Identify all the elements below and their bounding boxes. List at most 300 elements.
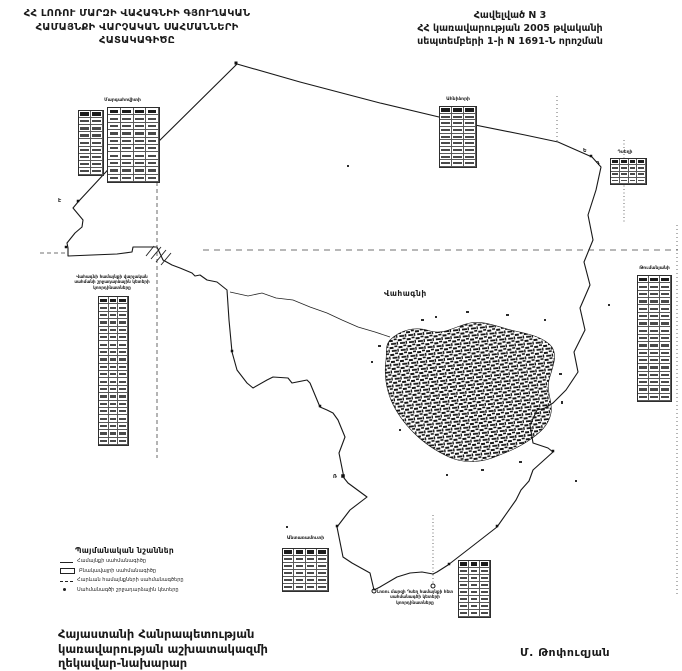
legend-item-label: Սահմանագծի շրջադարձային կետերը <box>77 586 179 593</box>
table-cell <box>118 304 128 311</box>
boundary-point-marker <box>496 525 499 528</box>
table-cell <box>91 147 103 154</box>
table-cell <box>91 168 103 175</box>
table-cell <box>452 140 464 147</box>
table-cell <box>146 123 159 130</box>
legend-item-label: Հարևան համայնքների սահմանագծերը <box>77 577 184 584</box>
table-cell <box>118 408 128 415</box>
table-cell <box>480 575 490 582</box>
table-cell <box>108 145 121 152</box>
table-cell <box>99 341 109 348</box>
table-cell <box>469 575 479 582</box>
table-cell <box>134 175 147 182</box>
table-cell <box>452 127 464 134</box>
table-cell <box>146 138 159 145</box>
table-cell <box>134 152 147 159</box>
table-cell <box>146 175 159 182</box>
table-cell <box>99 371 109 378</box>
table-cell <box>79 125 91 132</box>
table-cell <box>134 160 147 167</box>
table-cell <box>440 107 452 114</box>
boundary-point-marker <box>590 155 593 158</box>
scan-speckle <box>575 480 577 482</box>
scan-speckle <box>371 361 373 363</box>
table-cell <box>459 582 469 589</box>
table-cell <box>459 575 469 582</box>
table-cell <box>660 327 671 334</box>
table-cell <box>469 582 479 589</box>
table-cell <box>469 561 479 568</box>
table-cell <box>317 570 328 577</box>
table-cell <box>660 298 671 305</box>
table-cell <box>638 379 649 386</box>
table-cell <box>660 372 671 379</box>
table-caption: Ահնիձորի <box>446 97 470 102</box>
table-caption: Դսեղի <box>617 150 633 155</box>
table-cell <box>649 364 660 371</box>
table-cell <box>99 415 109 422</box>
coordinate-table <box>439 106 477 168</box>
legend-item <box>60 577 260 583</box>
table-cell <box>440 160 452 167</box>
table-cell <box>638 364 649 371</box>
table-cell <box>649 291 660 298</box>
table-cell <box>99 334 109 341</box>
table-cell <box>638 313 649 320</box>
table-cell <box>660 386 671 393</box>
signature-name: Մ. Թոփուզյան <box>520 646 611 659</box>
table-cell <box>91 154 103 161</box>
table-cell <box>649 372 660 379</box>
table-cell <box>638 327 649 334</box>
table-cell <box>306 577 317 584</box>
table-cell <box>649 320 660 327</box>
table-cell <box>638 320 649 327</box>
internal-boundary-line <box>230 292 390 337</box>
table-cell <box>118 364 128 371</box>
table-cell <box>118 415 128 422</box>
table-cell <box>459 610 469 617</box>
signatory-title-line: կառավարության աշխատակազմի <box>58 641 268 656</box>
table-cell <box>109 438 119 445</box>
table-cell <box>99 408 109 415</box>
table-cell <box>469 596 479 603</box>
table-cell <box>637 178 646 184</box>
scan-speckle <box>559 373 562 375</box>
table-cell <box>317 556 328 563</box>
table-cell <box>121 145 134 152</box>
table-cell <box>134 115 147 122</box>
table-cell <box>649 357 660 364</box>
table-cell <box>99 349 109 356</box>
table-cell <box>440 134 452 141</box>
table-cell <box>306 549 317 556</box>
table-cell <box>440 147 452 154</box>
table-cell <box>660 320 671 327</box>
table-cell <box>146 145 159 152</box>
table-cell <box>469 610 479 617</box>
table-cell <box>118 297 128 304</box>
table-cell <box>638 305 649 312</box>
table-cell <box>660 305 671 312</box>
legend-title: Պայմանական նշաններ <box>75 546 175 555</box>
table-cell <box>452 114 464 121</box>
boundary-point-marker <box>65 246 68 249</box>
table-cell <box>306 584 317 591</box>
boundary-point-marker <box>448 563 451 566</box>
coordinate-table <box>610 158 647 185</box>
table-cell <box>121 123 134 130</box>
table-cell <box>638 291 649 298</box>
table-cell <box>283 556 294 563</box>
table-cell <box>649 305 660 312</box>
table-cell <box>649 276 660 283</box>
table-cell <box>464 134 476 141</box>
scan-speckle <box>446 474 448 476</box>
table-cell <box>306 556 317 563</box>
table-cell <box>629 178 638 184</box>
table-cell <box>611 178 620 184</box>
table-cell <box>306 563 317 570</box>
table-cell <box>109 356 119 363</box>
table-caption: Մարգահովիտի <box>104 98 141 103</box>
table-cell <box>108 108 121 115</box>
legend-item <box>60 568 260 574</box>
table-cell <box>464 120 476 127</box>
table-cell <box>649 327 660 334</box>
table-cell <box>452 154 464 161</box>
table-cell <box>452 160 464 167</box>
table-cell <box>99 423 109 430</box>
table-cell <box>79 132 91 139</box>
table-cell <box>649 298 660 305</box>
table-cell <box>118 341 128 348</box>
table-cell <box>649 342 660 349</box>
table-cell <box>108 115 121 122</box>
legend-item <box>60 587 260 593</box>
table-cell <box>464 140 476 147</box>
table-cell <box>121 175 134 182</box>
table-cell <box>79 154 91 161</box>
table-cell <box>146 108 159 115</box>
boundary-point-marker <box>336 525 339 528</box>
table-cell <box>79 147 91 154</box>
table-cell <box>134 108 147 115</box>
table-cell <box>79 168 91 175</box>
table-cell <box>109 386 119 393</box>
table-cell <box>109 415 119 422</box>
table-cell <box>109 297 119 304</box>
table-cell <box>118 386 128 393</box>
table-cell <box>464 114 476 121</box>
table-cell <box>452 147 464 154</box>
table-cell <box>118 349 128 356</box>
table-cell <box>660 291 671 298</box>
table-cell <box>452 107 464 114</box>
table-cell <box>109 430 119 437</box>
coordinate-table <box>458 560 491 618</box>
table-cell <box>660 276 671 283</box>
table-cell <box>118 356 128 363</box>
table-cell <box>480 589 490 596</box>
legend-item-label: Բնակավայրի սահմանագիծը <box>79 567 157 574</box>
table-cell <box>464 160 476 167</box>
table-caption: Անտառամուտի <box>286 536 325 541</box>
table-cell <box>109 304 119 311</box>
table-cell <box>108 175 121 182</box>
table-cell <box>469 603 479 610</box>
settlement-area <box>385 322 554 461</box>
table-cell <box>283 584 294 591</box>
table-cell <box>99 386 109 393</box>
table-cell <box>638 276 649 283</box>
table-cell <box>660 379 671 386</box>
table-cell <box>469 589 479 596</box>
table-cell <box>99 401 109 408</box>
table-cell <box>480 561 490 568</box>
table-cell <box>660 335 671 342</box>
table-cell <box>638 298 649 305</box>
boundary-point-marker <box>77 200 80 203</box>
table-cell <box>660 364 671 371</box>
table-cell <box>118 378 128 385</box>
table-cell <box>480 596 490 603</box>
table-cell <box>459 603 469 610</box>
table-cell <box>121 167 134 174</box>
table-cell <box>79 161 91 168</box>
table-cell <box>649 335 660 342</box>
table-cell <box>638 350 649 357</box>
table-cell <box>649 394 660 401</box>
table-cell <box>146 115 159 122</box>
table-cell <box>638 335 649 342</box>
table-cell <box>109 327 119 334</box>
table-cell <box>660 357 671 364</box>
table-cell <box>283 570 294 577</box>
rect-symbol-icon <box>60 568 75 574</box>
annex-reference-line: սեպտեմբերի 1-ի N 1691-Ն որոշման <box>417 36 603 47</box>
table-cell <box>294 549 305 556</box>
table-cell <box>99 356 109 363</box>
table-cell <box>99 393 109 400</box>
table-cell <box>109 334 119 341</box>
table-cell <box>118 430 128 437</box>
table-cell <box>99 304 109 311</box>
table-cell <box>109 371 119 378</box>
table-cell <box>134 138 147 145</box>
scan-speckle <box>286 526 288 528</box>
table-cell <box>99 312 109 319</box>
table-cell <box>99 378 109 385</box>
table-cell <box>283 549 294 556</box>
table-cell <box>306 570 317 577</box>
document-title-line: ՀԱՏԱԿԱԳԻԾԸ <box>99 35 175 46</box>
table-cell <box>146 167 159 174</box>
table-cell <box>459 596 469 603</box>
table-cell <box>660 313 671 320</box>
boundary-end-marker <box>431 584 435 588</box>
coordinate-table <box>637 275 672 402</box>
table-cell <box>121 152 134 159</box>
scan-speckle <box>561 401 563 404</box>
table-cell <box>109 341 119 348</box>
point-letter-label: Ռ <box>333 474 337 480</box>
dot-symbol-icon <box>63 588 66 591</box>
table-cell <box>464 127 476 134</box>
scan-speckle <box>421 319 424 321</box>
table-cell <box>121 138 134 145</box>
settlement-label: Վահագնի <box>384 289 427 298</box>
table-cell <box>99 430 109 437</box>
table-cell <box>118 334 128 341</box>
table-cell <box>91 161 103 168</box>
table-cell <box>480 610 490 617</box>
table-cell <box>480 568 490 575</box>
table-cell <box>109 312 119 319</box>
table-cell <box>109 408 119 415</box>
table-cell <box>91 111 103 118</box>
table-cell <box>108 160 121 167</box>
boundary-point-marker <box>552 450 555 453</box>
table-cell <box>469 568 479 575</box>
table-cell <box>440 140 452 147</box>
table-cell <box>118 393 128 400</box>
table-cell <box>118 319 128 326</box>
table-cell <box>452 120 464 127</box>
legend-item-label: Համայնքի սահմանագիծը <box>77 558 146 565</box>
solid-line-symbol-icon <box>60 562 73 563</box>
table-cell <box>109 364 119 371</box>
table-cell <box>294 577 305 584</box>
point-letter-label: Է <box>58 198 62 204</box>
table-cell <box>121 130 134 137</box>
table-caption: Թումանյանի <box>639 266 670 271</box>
table-cell <box>660 394 671 401</box>
table-cell <box>294 570 305 577</box>
table-cell <box>91 125 103 132</box>
table-caption: Լոռու մարզի Դսեղ համայնքի հետ սահմանագծի կետերի կոորդինատները <box>376 589 454 605</box>
table-cell <box>99 297 109 304</box>
table-cell <box>294 584 305 591</box>
scan-speckle <box>506 314 509 316</box>
table-cell <box>649 350 660 357</box>
table-cell <box>638 386 649 393</box>
legend-item <box>60 558 260 564</box>
table-cell <box>108 138 121 145</box>
scan-speckle <box>466 311 469 313</box>
table-cell <box>91 132 103 139</box>
table-cell <box>649 313 660 320</box>
scan-speckle <box>481 469 484 471</box>
signatory-title <box>58 627 268 671</box>
scan-speckle <box>608 304 610 306</box>
table-cell <box>317 577 328 584</box>
dash-line-symbol-icon <box>60 581 73 582</box>
coordinate-table <box>78 110 104 176</box>
boundary-point-marker <box>341 474 345 478</box>
scan-speckle <box>399 429 401 431</box>
table-cell <box>283 577 294 584</box>
table-cell <box>99 364 109 371</box>
table-cell <box>109 401 119 408</box>
table-cell <box>91 118 103 125</box>
table-cell <box>452 134 464 141</box>
scan-speckle <box>435 316 437 318</box>
table-cell <box>118 423 128 430</box>
table-cell <box>660 283 671 290</box>
table-cell <box>464 154 476 161</box>
table-cell <box>118 371 128 378</box>
annex-reference-line: ՀՀ կառավարության 2005 թվականի <box>417 23 603 34</box>
scan-speckle <box>544 319 546 321</box>
table-cell <box>440 127 452 134</box>
coordinate-table <box>282 548 329 592</box>
table-cell <box>121 115 134 122</box>
table-cell <box>440 120 452 127</box>
legend-items <box>60 558 260 592</box>
boundary-point-marker <box>231 350 234 353</box>
table-cell <box>134 167 147 174</box>
table-cell <box>620 178 629 184</box>
table-cell <box>638 394 649 401</box>
table-cell <box>146 152 159 159</box>
table-cell <box>79 111 91 118</box>
table-cell <box>440 154 452 161</box>
table-cell <box>99 319 109 326</box>
table-cell <box>480 603 490 610</box>
boundary-point-marker <box>319 405 322 408</box>
table-cell <box>108 123 121 130</box>
table-caption: Վահագնի համայնքի վարչական սահմանի շրջադարձային կետերի կոորդինատները <box>74 274 150 290</box>
table-cell <box>108 167 121 174</box>
table-cell <box>638 283 649 290</box>
point-letter-label: Դ <box>596 161 600 167</box>
table-cell <box>464 107 476 114</box>
table-cell <box>134 123 147 130</box>
table-cell <box>660 342 671 349</box>
table-cell <box>459 568 469 575</box>
table-cell <box>638 372 649 379</box>
table-cell <box>317 549 328 556</box>
coordinate-table <box>98 296 129 446</box>
table-cell <box>108 152 121 159</box>
table-cell <box>134 130 147 137</box>
table-cell <box>79 118 91 125</box>
boundary-point-marker <box>235 62 238 65</box>
scan-speckle <box>378 345 381 347</box>
table-cell <box>638 357 649 364</box>
table-cell <box>283 563 294 570</box>
table-cell <box>121 108 134 115</box>
table-cell <box>459 589 469 596</box>
table-cell <box>464 147 476 154</box>
table-cell <box>109 378 119 385</box>
document-title-line: ՀԱՄԱՅՆՔԻ ՎԱՐՉԱԿԱՆ ՍԱՀՄԱՆՆԵՐԻ <box>35 21 239 33</box>
point-letter-label: Ե <box>583 148 587 154</box>
table-cell <box>79 139 91 146</box>
scan-speckle <box>347 165 349 167</box>
table-cell <box>118 401 128 408</box>
table-cell <box>146 160 159 167</box>
table-cell <box>459 561 469 568</box>
table-cell <box>109 393 119 400</box>
map-legend <box>60 546 260 593</box>
coordinate-table <box>107 107 160 183</box>
table-cell <box>294 563 305 570</box>
table-cell <box>649 379 660 386</box>
table-cell <box>440 114 452 121</box>
signatory-title-line: ղեկավար-նախարար <box>58 656 188 670</box>
